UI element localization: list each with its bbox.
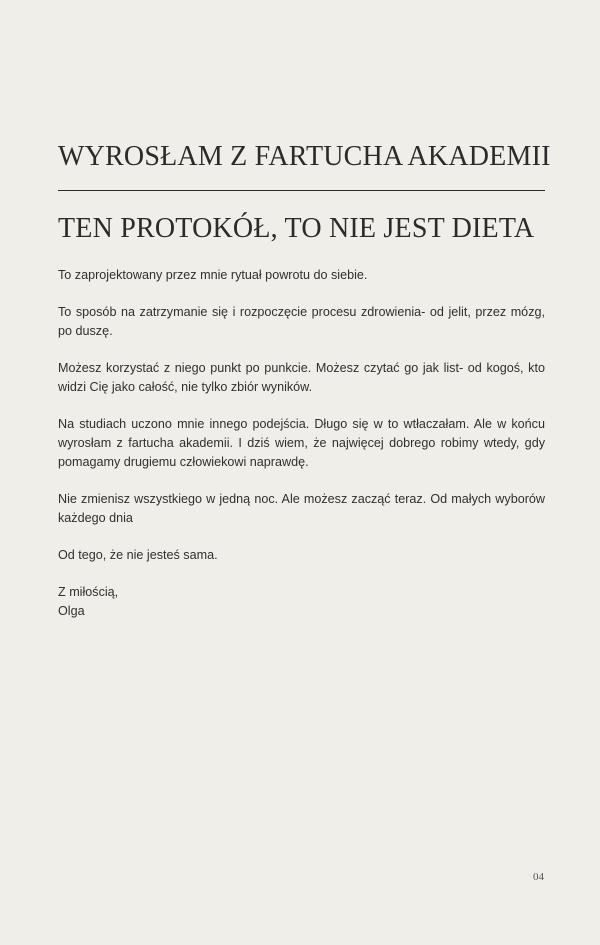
paragraph-intro: To zaprojektowany przez mnie rytuał powrotu do siebie. <box>58 268 368 282</box>
paragraph-studies: Na studiach uczono mnie innego podejścia. Długo się w to wtłaczałam. Ale w końcu wyrosłam z fartucha akademii. I dziś wiem, że najwięcej dobrego robimy wtedy, gdy pomagamy drugiemu człowiekowi naprawdę. <box>58 417 545 469</box>
paragraph-usage: Możesz korzystać z niego punkt po punkcie. Możesz czytać go jak list- od kogoś, kto widzi Cię jako całość, nie tylko zbiór wyników. <box>58 361 545 394</box>
paragraph-method: To sposób na zatrzymanie się i rozpoczęcie procesu zdrowienia- od jelit, przez mózg, po duszę. <box>58 305 545 338</box>
section-title: TEN PROTOKÓŁ, TO NIE JEST DIETA <box>58 213 535 244</box>
title-divider <box>58 190 545 191</box>
signoff-closing: Z miłością, <box>58 585 119 599</box>
page-number: 04 <box>533 871 544 883</box>
paragraph-change: Nie zmienisz wszystkiego w jedną noc. Ale możesz zacząć teraz. Od małych wyborów każdego dnia <box>58 492 545 525</box>
signoff-name: Olga <box>58 604 85 618</box>
body-text <box>58 266 545 621</box>
paragraph-not-alone: Od tego, że nie jesteś sama. <box>58 548 218 562</box>
page-title: WYROSŁAM Z FARTUCHA AKADEMII <box>58 141 551 172</box>
